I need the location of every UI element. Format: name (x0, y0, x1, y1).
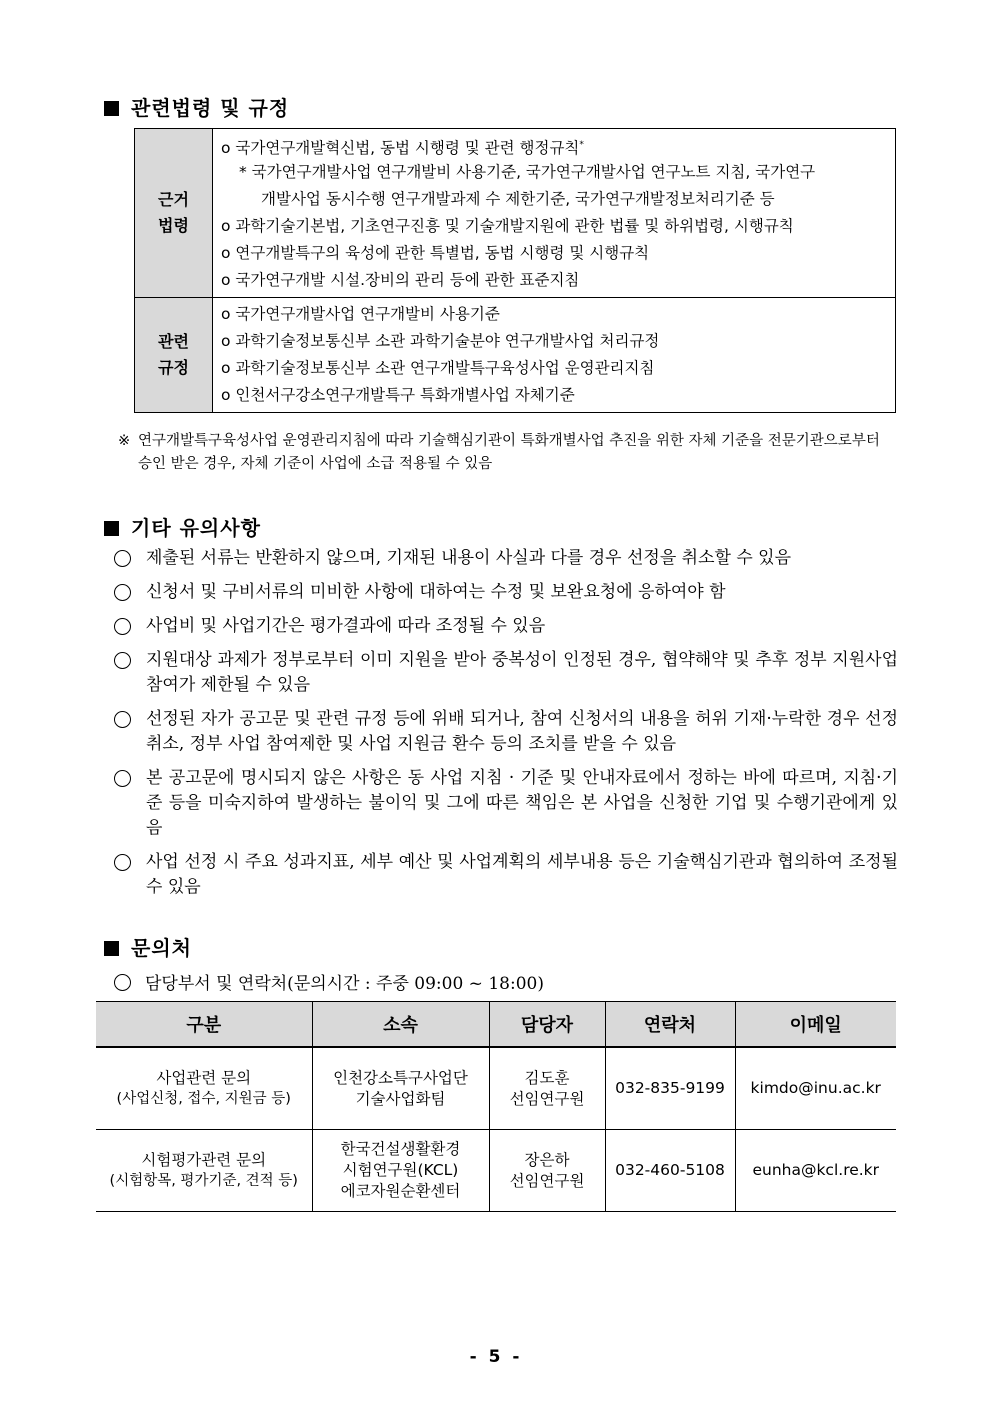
circle-bullet-icon (114, 652, 131, 669)
rule-line: o 국가연구개발사업 연구개발비 사용기준 (221, 305, 500, 323)
contact-intro: 담당부서 및 연락처(문의시간 : 주중 09:00 ~ 18:00) (114, 972, 544, 997)
cell-person: 김도훈 선임연구원 (489, 1047, 605, 1130)
reference-note-text: 연구개발특구육성사업 운영관리지침에 따라 기술핵심기관이 특화개별사업 추진을 위한 자체 기준을 전문기관으로부터 승인 받은 경우, 자체 기준이 사업에 소급 적용될 수 있음 (138, 433, 880, 472)
table-row (96, 1047, 896, 1130)
col-header-email: 이메일 (735, 1002, 896, 1048)
circle-bullet-icon (114, 974, 131, 991)
list-item: 선정된 자가 공고문 및 관련 규정 등에 위배 되거나, 참여 신청서의 내용을 허위 기재·누락한 경우 선정 취소, 정부 사업 참여제한 및 사업 지원금 환수 등의 조치를 받을 수 있음 (114, 707, 898, 757)
list-item: 사업비 및 사업기간은 평가결과에 따라 조정될 수 있음 (114, 614, 898, 639)
cell-email: eunha@kcl.re.kr (735, 1130, 896, 1212)
cell-category: 사업관련 문의 (사업신청, 접수, 지원금 등) (96, 1047, 312, 1130)
cell-phone: 032-460-5108 (605, 1130, 735, 1212)
list-item: 본 공고문에 명시되지 않은 사항은 동 사업 지침 · 기준 및 안내자료에서 정하는 바에 따르며, 지침·기준 등을 미숙지하여 발생하는 불이익 및 그에 따른 책임은 본 사업을 신청한 기업 및 수행기관에게 있음 (114, 766, 898, 841)
section-title-contact: 문의처 (104, 932, 192, 961)
table-row (96, 1130, 896, 1212)
basis-line: o 과학기술기본법, 기초연구진흥 및 기술개발지원에 관한 법률 및 하위법령, 시행규칙 (221, 217, 794, 235)
cell-phone: 032-835-9199 (605, 1047, 735, 1130)
page-number: - 5 - (469, 1347, 523, 1367)
circle-bullet-icon (114, 711, 131, 728)
list-item: 사업 선정 시 주요 성과지표, 세부 예산 및 사업계획의 세부내용 등은 기술핵심기관과 협의하여 조정될 수 있음 (114, 850, 898, 900)
section-title-laws: 관련법령 및 규정 (104, 92, 289, 121)
col-header-phone: 연락처 (605, 1002, 735, 1048)
contact-table (96, 1001, 896, 1212)
basis-line: * 국가연구개발사업 연구개발비 사용기준, 국가연구개발사업 연구노트 지침, 국가연구 (239, 163, 816, 181)
rule-line: o 과학기술정보통신부 소관 과학기술분야 연구개발사업 처리규정 (221, 332, 660, 350)
circle-bullet-icon (114, 550, 131, 567)
basis-header: 근거 법령 (135, 129, 213, 298)
list-item: 지원대상 과제가 정부로부터 이미 지원을 받아 중복성이 인정된 경우, 협약해약 및 추후 정부 지원사업 참여가 제한될 수 있음 (114, 648, 898, 698)
basis-line: o 국가연구개발 시설.장비의 관리 등에 관한 표준지침 (221, 271, 580, 289)
law-table (134, 128, 896, 413)
square-bullet-icon (104, 521, 119, 536)
col-header-person: 담당자 (489, 1002, 605, 1048)
list-item: 신청서 및 구비서류의 미비한 사항에 대하여는 수정 및 보완요청에 응하여야 함 (114, 580, 898, 605)
law-row-basis (135, 129, 896, 298)
cell-org: 한국건설생활환경 시험연구원(KCL) 에코자원순환센터 (312, 1130, 489, 1212)
cell-category: 시험평가관련 문의 (시험항목, 평가기준, 견적 등) (96, 1130, 312, 1212)
circle-bullet-icon (114, 770, 131, 787)
rules-content (213, 298, 896, 413)
circle-bullet-icon (114, 584, 131, 601)
basis-line: 개발사업 동시수행 연구개발과제 수 제한기준, 국가연구개발정보처리기준 등 (261, 190, 775, 208)
basis-content (213, 129, 896, 298)
basis-line: o 연구개발특구의 육성에 관한 특별법, 동법 시행령 및 시행규칙 (221, 244, 650, 262)
cell-org: 인천강소특구사업단 기술사업화팀 (312, 1047, 489, 1130)
law-row-rules (135, 298, 896, 413)
cell-email: kimdo@inu.ac.kr (735, 1047, 896, 1130)
circle-bullet-icon (114, 618, 131, 635)
rules-header: 관련 규정 (135, 298, 213, 413)
rule-line: o 인천서구강소연구개발특구 특화개별사업 자체기준 (221, 386, 575, 404)
reference-mark-icon: ※ (118, 433, 131, 449)
col-header-org: 소속 (312, 1002, 489, 1048)
reference-note (118, 430, 898, 476)
cell-person: 장은하 선임연구원 (489, 1130, 605, 1212)
col-header-category: 구분 (96, 1002, 312, 1048)
list-item: 제출된 서류는 반환하지 않으며, 기재된 내용이 사실과 다를 경우 선정을 취소할 수 있음 (114, 546, 898, 571)
section-title-notes: 기타 유의사항 (104, 512, 261, 541)
rule-line: o 과학기술정보통신부 소관 연구개발특구육성사업 운영관리지침 (221, 359, 655, 377)
square-bullet-icon (104, 101, 119, 116)
basis-line: o 국가연구개발혁신법, 동법 시행령 및 관련 행정규칙* (221, 139, 584, 158)
circle-bullet-icon (114, 854, 131, 871)
contact-header-row (96, 1002, 896, 1048)
square-bullet-icon (104, 941, 119, 956)
notes-list (114, 546, 898, 909)
